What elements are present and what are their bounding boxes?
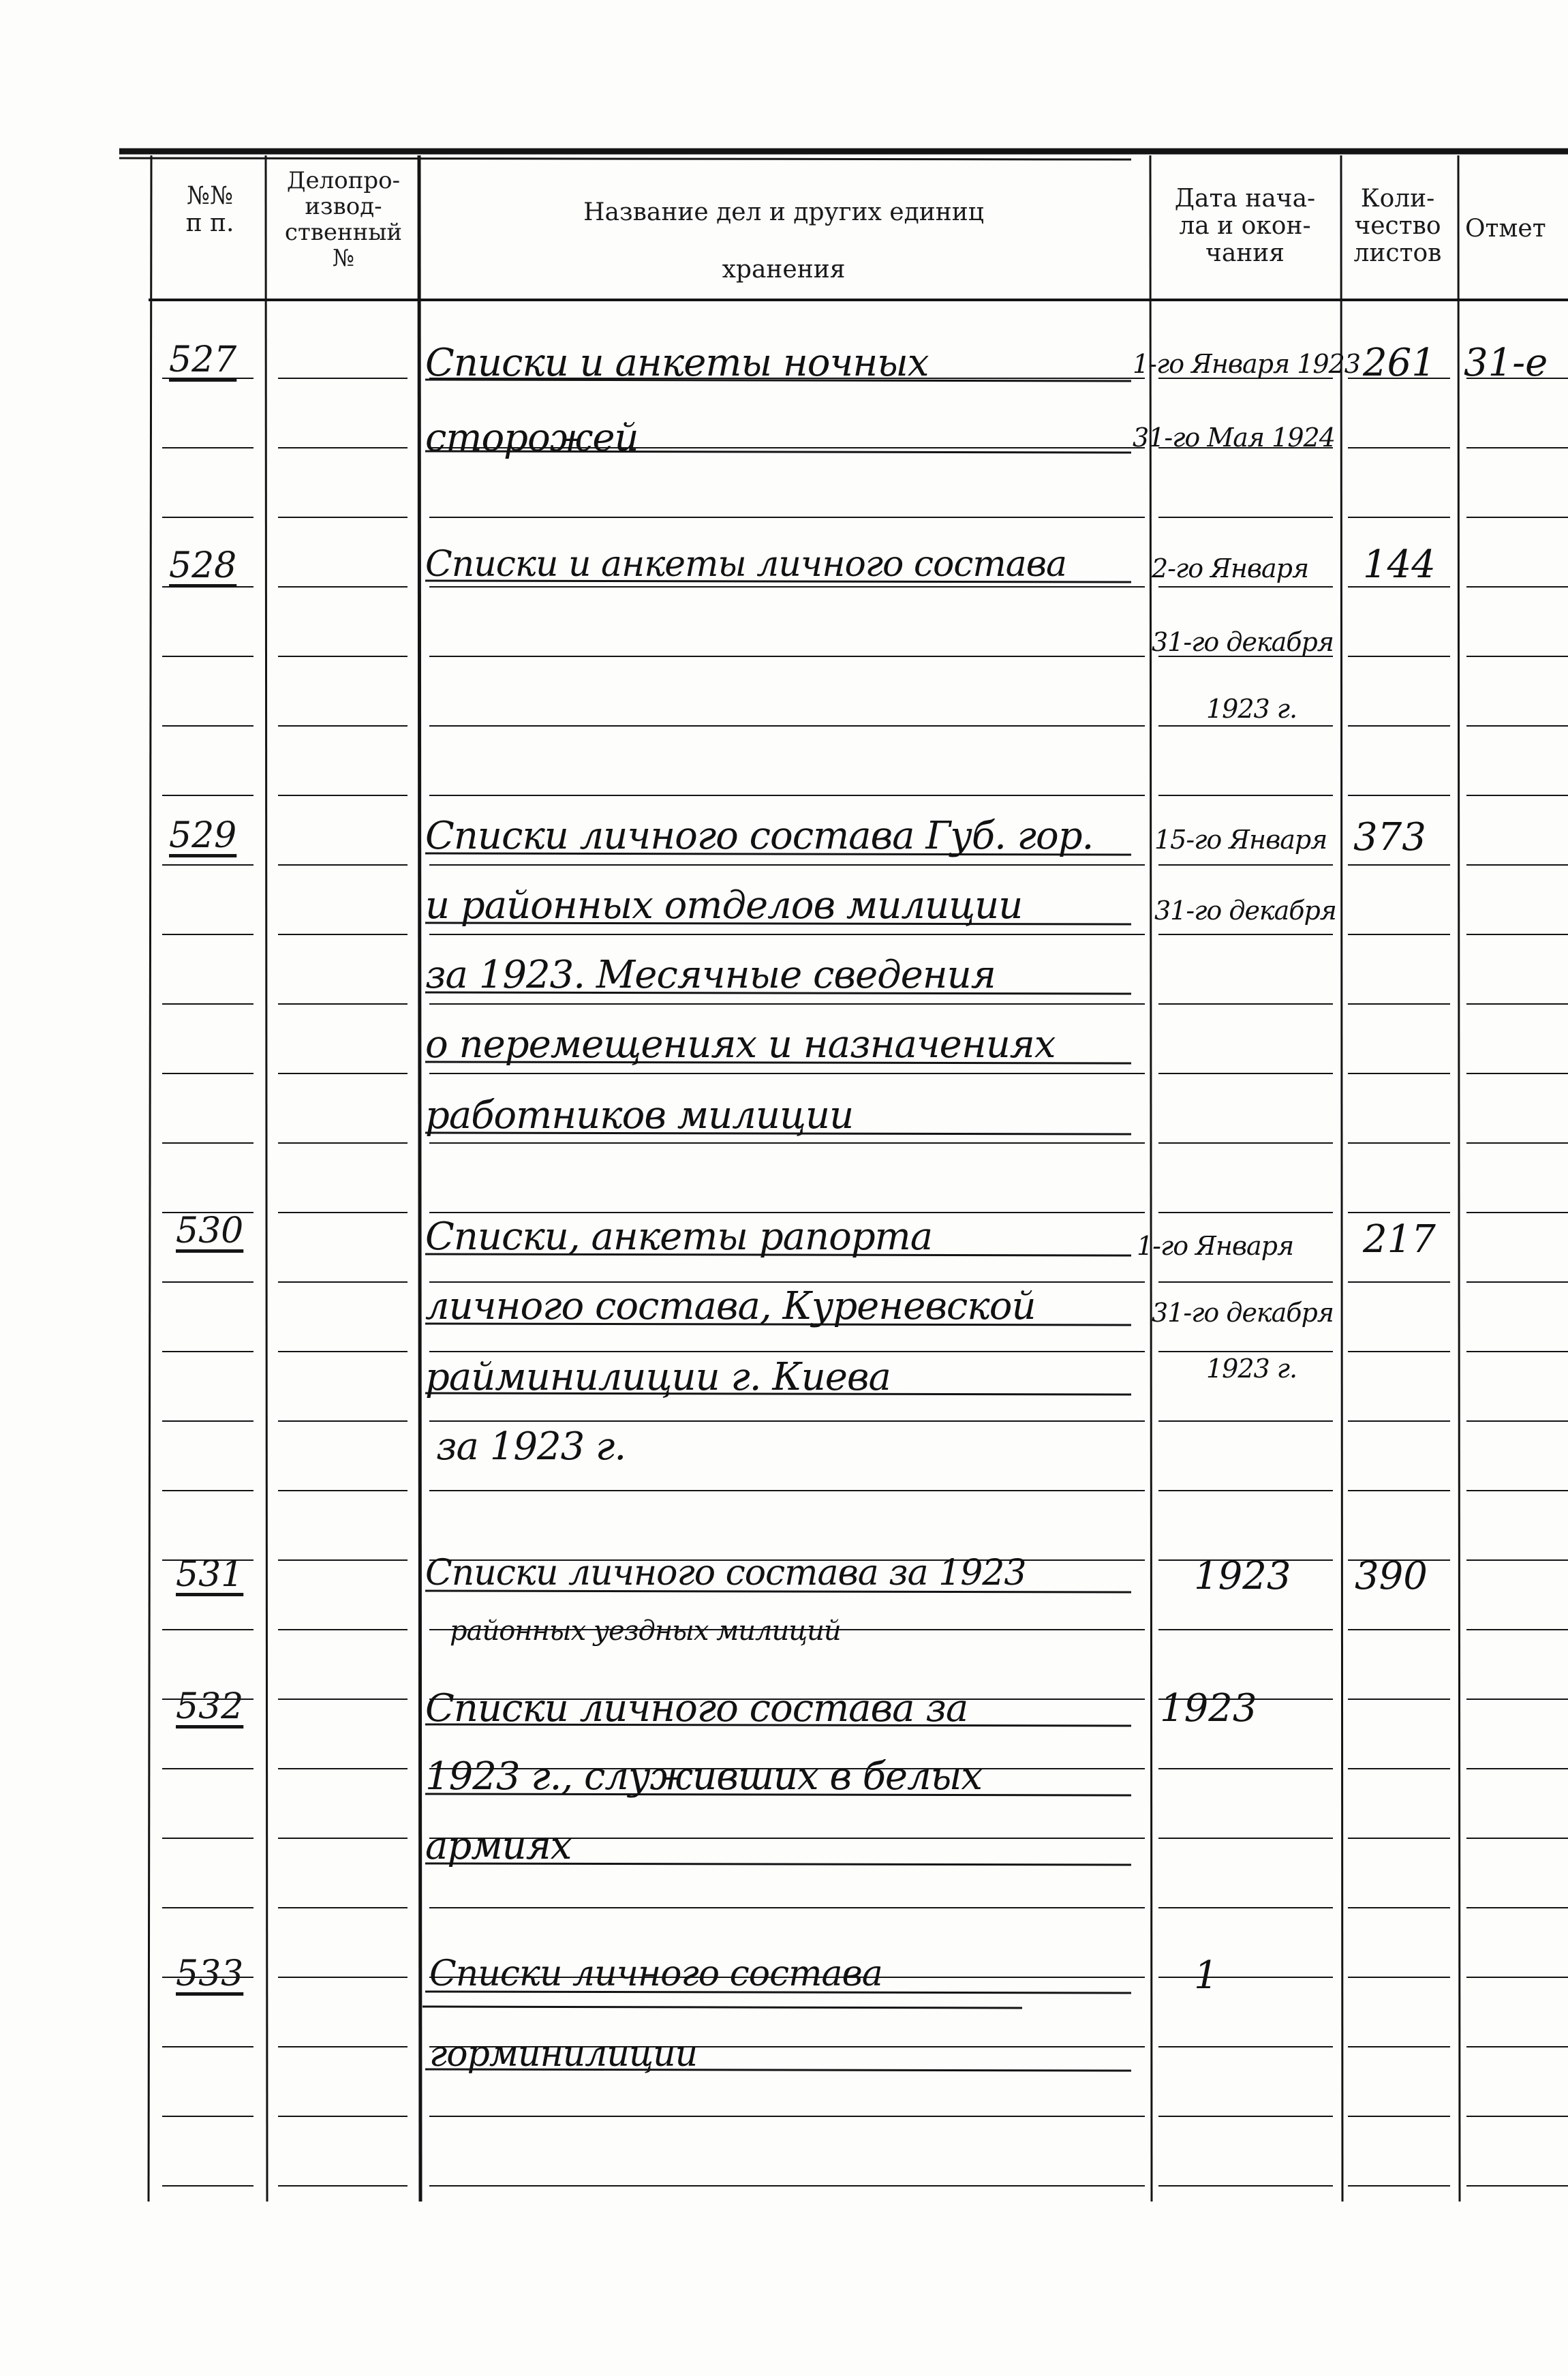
entry-title-line: Списки и анкеты личного состава xyxy=(425,544,1067,585)
top-rule-inner xyxy=(119,158,1131,159)
entry-title-line: горминилиции xyxy=(429,2034,698,2075)
entry-date-line: 31-го Мая 1924 xyxy=(1133,423,1335,453)
header-office-number: Делопро- извод- ственный № xyxy=(284,167,403,272)
entry-number: 527 xyxy=(169,339,237,380)
entry-title-line: Списки личного состава за xyxy=(425,1686,968,1731)
entry-title-line: Списки личного состава за 1923 xyxy=(425,1553,1026,1594)
entry-title-line: армиях xyxy=(425,1824,572,1868)
header-dates: Дата нача- ла и окон- чания xyxy=(1174,185,1316,267)
entry-date-line: 1923 г. xyxy=(1206,694,1297,724)
entry-date-line: 1923 xyxy=(1194,1554,1291,1598)
column-rule xyxy=(1341,155,1342,2202)
column-rule xyxy=(266,155,267,2202)
header-sheets: Коли- чество листов xyxy=(1353,185,1442,267)
header-number: №№ п п. xyxy=(185,182,234,237)
header-title: Название дел и других единиц хранения xyxy=(583,198,984,284)
entry-date-line: 31-го декабря xyxy=(1154,896,1336,926)
entry-date-line: 1-го Января 1923 xyxy=(1133,349,1360,379)
entry-date-line: 1923 xyxy=(1160,1686,1257,1731)
entry-number: 531 xyxy=(176,1554,244,1595)
entry-title-line: районных уездных милиций xyxy=(450,1615,841,1647)
entry-sheet-count: 373 xyxy=(1353,815,1426,859)
entry-date-line: 1-го Января xyxy=(1137,1231,1294,1261)
entry-title-line: Списки личного состава xyxy=(429,1953,882,1994)
handwriting-underline xyxy=(422,2007,1022,2008)
entry-number: 533 xyxy=(176,1953,244,1994)
entry-date-line: 1 xyxy=(1194,1953,1218,1998)
column-rule xyxy=(149,155,151,2202)
entry-title-line: Списки, анкеты рапорта xyxy=(425,1215,933,1259)
entry-date-line: 31-го декабря xyxy=(1152,627,1334,657)
entry-title-line: за 1923. Месячные сведения xyxy=(425,953,996,997)
entry-sheet-count: 390 xyxy=(1355,1554,1428,1598)
entry-title-line: сторожей xyxy=(425,416,639,460)
entry-title-line: личного состава, Куреневской xyxy=(425,1284,1036,1328)
entry-title-line: райминилиции г. Киева xyxy=(425,1355,891,1399)
entry-title-line: Списки личного состава Губ. гор. xyxy=(425,814,1094,858)
column-rule xyxy=(419,155,420,2202)
column-rule xyxy=(1150,155,1152,2202)
entry-date-line: 1923 г. xyxy=(1206,1354,1297,1384)
entry-sheet-count: 261 xyxy=(1363,341,1436,385)
entry-sheet-count: 144 xyxy=(1363,543,1436,587)
entry-number: 528 xyxy=(169,545,237,586)
entry-title-line: работников милиции xyxy=(425,1093,854,1138)
entry-date-line: 31-го декабря xyxy=(1152,1298,1334,1328)
entry-number: 532 xyxy=(176,1686,244,1727)
entry-number: 530 xyxy=(176,1210,244,1251)
entry-title-line: о перемещениях и назначениях xyxy=(425,1022,1056,1067)
entry-date-line: 15-го Января xyxy=(1154,825,1327,855)
entry-title-line: 1923 г., служивших в белых xyxy=(425,1754,982,1799)
entry-title-line: и районных отделов милиции xyxy=(425,883,1023,928)
entry-number: 529 xyxy=(169,815,237,856)
entry-remark: 31-е xyxy=(1464,341,1548,385)
entry-sheet-count: 217 xyxy=(1363,1217,1436,1262)
entry-title-line: за 1923 г. xyxy=(436,1425,626,1469)
header-remarks: Отмет xyxy=(1465,215,1546,243)
column-rule xyxy=(1458,155,1460,2202)
entry-date-line: 2-го Января xyxy=(1152,553,1309,583)
entry-title-line: Списки и анкеты ночных xyxy=(425,341,929,385)
